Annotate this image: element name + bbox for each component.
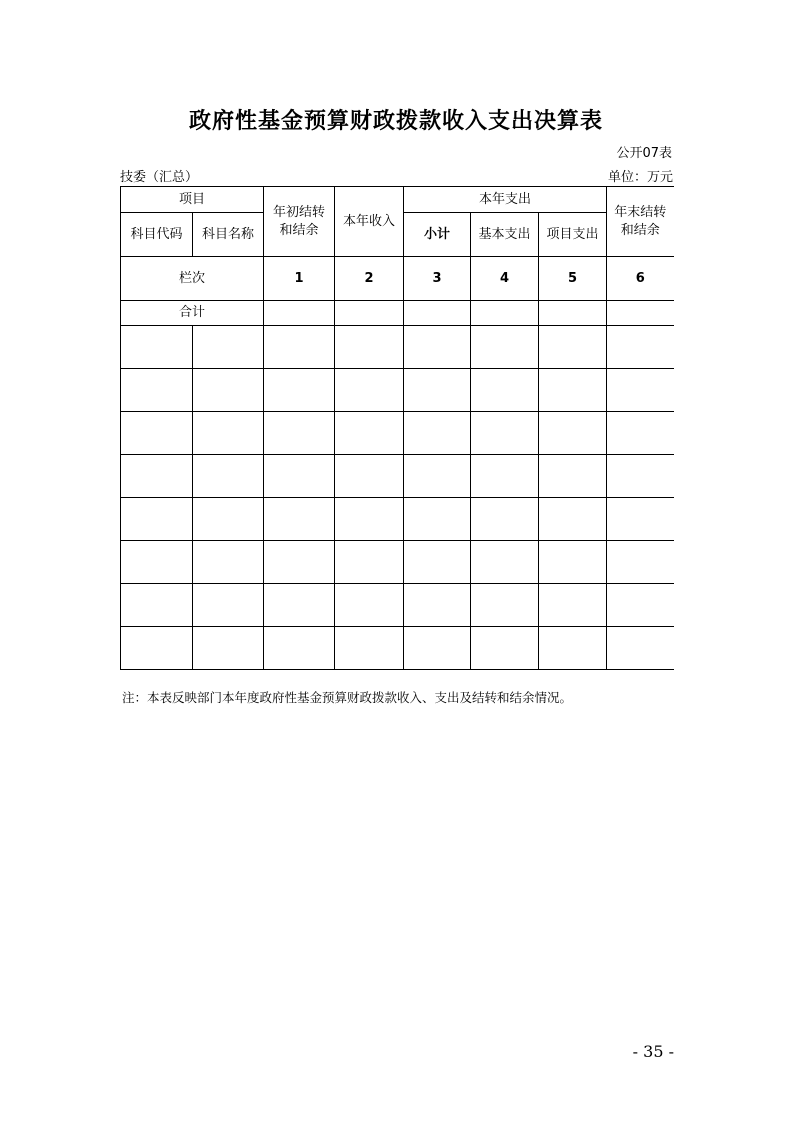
form-number: 公开07表 bbox=[616, 146, 672, 161]
table-cell bbox=[335, 369, 404, 412]
total-label: 合计 bbox=[121, 301, 264, 326]
table-row bbox=[121, 455, 674, 498]
table-cell bbox=[404, 584, 471, 627]
header-basic-expense: 基本支出 bbox=[471, 213, 539, 257]
table-cell bbox=[539, 627, 607, 670]
table-cell bbox=[335, 326, 404, 369]
total-row bbox=[121, 301, 674, 326]
table-cell bbox=[335, 584, 404, 627]
table-cell bbox=[607, 584, 674, 627]
table-cell bbox=[471, 627, 539, 670]
table-cell bbox=[121, 326, 193, 369]
table-cell bbox=[335, 455, 404, 498]
header-end-balance bbox=[607, 187, 674, 257]
table-cell bbox=[264, 455, 335, 498]
table-cell bbox=[607, 541, 674, 584]
column-2: 2 bbox=[335, 257, 404, 301]
table-cell bbox=[335, 498, 404, 541]
table-cell bbox=[121, 541, 193, 584]
table-note: 注：本表反映部门本年度政府性基金预算财政拨款收入、支出及结转和结余情况。 bbox=[122, 690, 573, 705]
table-cell bbox=[404, 369, 471, 412]
unit-row bbox=[120, 166, 673, 186]
table-cell bbox=[539, 326, 607, 369]
header-begin-balance-line1: 年初结转 bbox=[273, 204, 326, 220]
table-cell bbox=[335, 412, 404, 455]
page-title: 政府性基金预算财政拨款收入支出决算表 bbox=[188, 109, 603, 134]
table-row bbox=[121, 326, 674, 369]
table-cell bbox=[193, 326, 264, 369]
table-cell bbox=[539, 455, 607, 498]
column-label: 栏次 bbox=[121, 257, 264, 301]
table-cell bbox=[121, 627, 193, 670]
table-cell bbox=[193, 584, 264, 627]
table-cell bbox=[539, 369, 607, 412]
table-cell bbox=[335, 301, 404, 326]
table-cell bbox=[471, 541, 539, 584]
table-row bbox=[121, 627, 674, 670]
header-end-balance-line1: 年末结转 bbox=[614, 204, 667, 220]
column-1: 1 bbox=[264, 257, 335, 301]
table-cell bbox=[539, 584, 607, 627]
header-begin-balance bbox=[264, 187, 335, 257]
table-cell bbox=[121, 455, 193, 498]
header-begin-balance-line2: 和结余 bbox=[279, 222, 319, 238]
header-subtotal: 小计 bbox=[404, 213, 471, 257]
column-3: 3 bbox=[404, 257, 471, 301]
table-cell bbox=[121, 369, 193, 412]
page-number: - 35 - bbox=[632, 1042, 674, 1061]
table-cell bbox=[471, 412, 539, 455]
table-cell bbox=[539, 498, 607, 541]
table-cell bbox=[193, 541, 264, 584]
unit-label: 单位：万元 bbox=[607, 170, 673, 185]
table-cell bbox=[539, 301, 607, 326]
header-subject-name: 科目名称 bbox=[193, 213, 264, 257]
table-cell bbox=[539, 412, 607, 455]
header-end-balance-line2: 和结余 bbox=[620, 222, 660, 238]
table-row bbox=[121, 541, 674, 584]
table-cell bbox=[121, 584, 193, 627]
table-cell bbox=[471, 498, 539, 541]
header-income: 本年收入 bbox=[335, 187, 404, 257]
table-cell bbox=[607, 498, 674, 541]
table-cell bbox=[193, 627, 264, 670]
table-cell bbox=[264, 326, 335, 369]
table-cell bbox=[264, 584, 335, 627]
table-cell bbox=[264, 627, 335, 670]
table-cell bbox=[264, 301, 335, 326]
table-cell bbox=[404, 326, 471, 369]
table-cell bbox=[607, 627, 674, 670]
table-cell bbox=[471, 455, 539, 498]
table-row bbox=[121, 498, 674, 541]
table-row bbox=[121, 369, 674, 412]
table-cell bbox=[404, 627, 471, 670]
table-cell bbox=[539, 541, 607, 584]
table-cell bbox=[607, 369, 674, 412]
table-cell bbox=[404, 498, 471, 541]
table-cell bbox=[335, 541, 404, 584]
table-cell bbox=[193, 412, 264, 455]
header-subject-code: 科目代码 bbox=[121, 213, 193, 257]
table-cell bbox=[404, 541, 471, 584]
table-cell bbox=[121, 498, 193, 541]
table-cell bbox=[264, 541, 335, 584]
table-row bbox=[121, 412, 674, 455]
header-item: 项目 bbox=[121, 187, 264, 213]
table-cell bbox=[471, 369, 539, 412]
column-number-row bbox=[121, 257, 674, 301]
column-4: 4 bbox=[471, 257, 539, 301]
table-cell bbox=[404, 412, 471, 455]
column-6: 6 bbox=[607, 257, 674, 301]
table-cell bbox=[471, 301, 539, 326]
table-cell bbox=[404, 455, 471, 498]
column-5: 5 bbox=[539, 257, 607, 301]
table-cell bbox=[404, 301, 471, 326]
organization-name: 技委（汇总） bbox=[120, 170, 199, 185]
table-cell bbox=[193, 369, 264, 412]
header-project-expense: 项目支出 bbox=[539, 213, 607, 257]
table-cell bbox=[264, 498, 335, 541]
table-cell bbox=[193, 455, 264, 498]
table-cell bbox=[264, 369, 335, 412]
header-expense: 本年支出 bbox=[404, 187, 607, 213]
table-row bbox=[121, 584, 674, 627]
table-cell bbox=[193, 498, 264, 541]
table-cell bbox=[471, 326, 539, 369]
table-cell bbox=[607, 326, 674, 369]
table-cell bbox=[607, 412, 674, 455]
table-cell bbox=[607, 455, 674, 498]
table-cell bbox=[121, 412, 193, 455]
table-cell bbox=[607, 301, 674, 326]
table-cell bbox=[264, 412, 335, 455]
table-cell bbox=[335, 627, 404, 670]
budget-table bbox=[120, 186, 674, 670]
table-cell bbox=[471, 584, 539, 627]
